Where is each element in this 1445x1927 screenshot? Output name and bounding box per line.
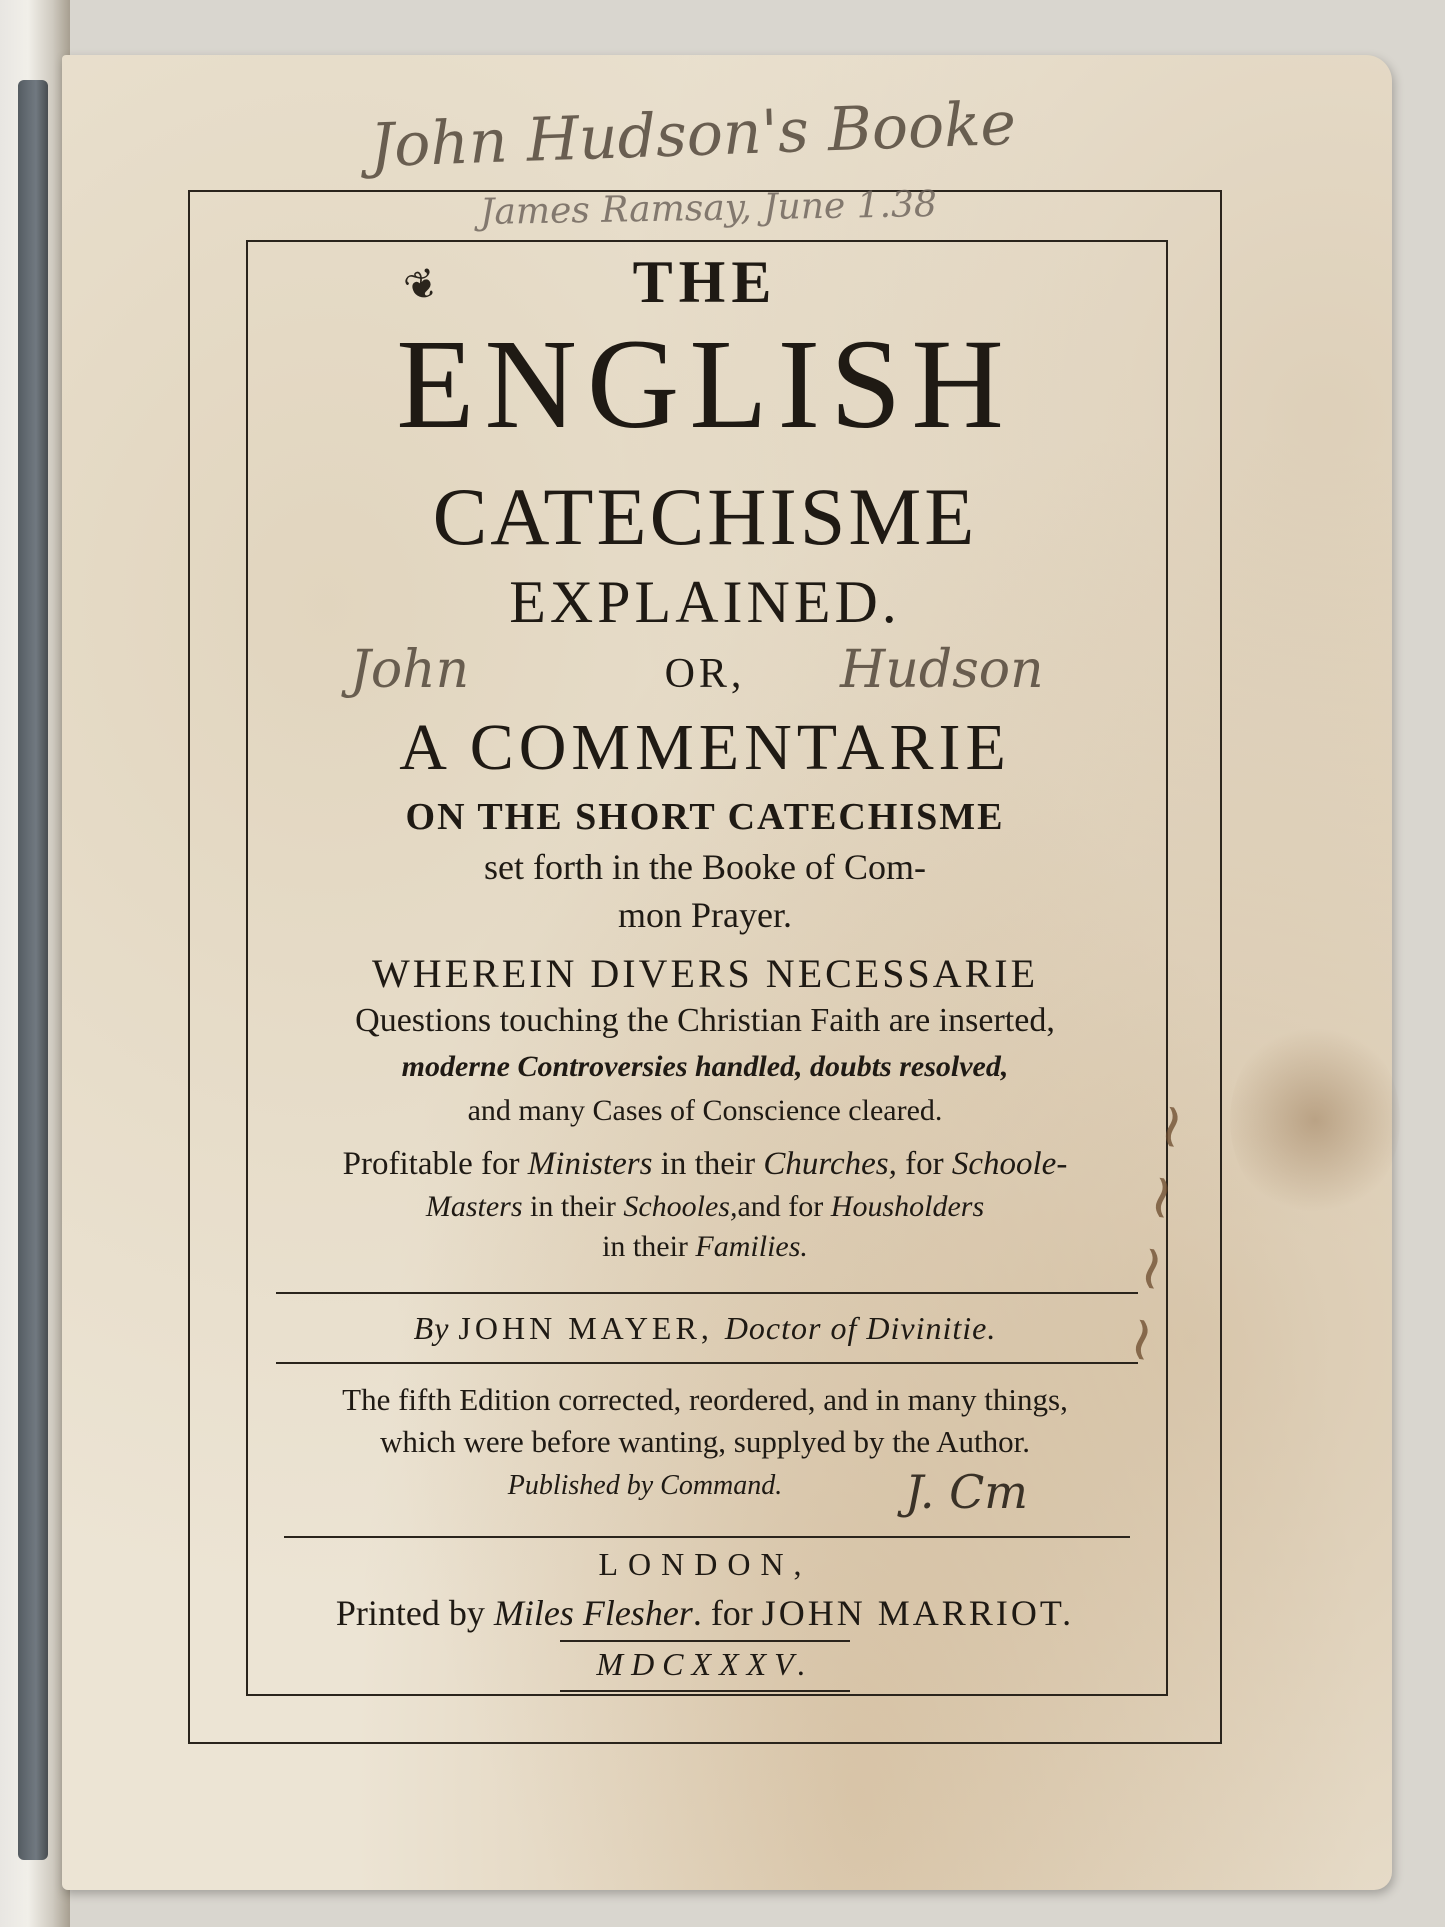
title-the: THE xyxy=(632,249,778,315)
title-catechisme: CATECHISME xyxy=(432,471,978,562)
rule-below-year xyxy=(560,1690,850,1692)
rule-above-imprint xyxy=(284,1536,1130,1538)
edition-line-2: which were before wanting, supplyed by the Author. xyxy=(380,1424,1030,1459)
author-line: By JOHN MAYER, Doctor of Divinitie. xyxy=(413,1310,997,1346)
title-set-forth: set forth in the Booke of Com- xyxy=(484,847,926,887)
paper-stain xyxy=(1230,1020,1400,1220)
imprint-city: LONDON, xyxy=(598,1546,812,1582)
title-moderne: moderne Controversies handled, doubts resolved, xyxy=(401,1050,1009,1083)
binding-cloth xyxy=(18,80,48,1860)
rule-above-year xyxy=(560,1640,850,1642)
imprint-year: MDCXXXV. xyxy=(596,1646,814,1682)
handwritten-owner-inscription: John Hudson's Booke xyxy=(368,88,1018,182)
handwritten-john: John xyxy=(350,640,470,700)
title-or: OR, xyxy=(664,651,746,697)
profitable-line-2: Masters in their Schooles,and for Housholders xyxy=(425,1190,985,1223)
imprint-printer: Printed by Miles Flesher. for JOHN MARRIOT. xyxy=(335,1593,1075,1633)
rule-below-author xyxy=(276,1362,1138,1364)
title-commentarie: A COMMENTARIE xyxy=(399,711,1011,784)
edition-line-1: The fifth Edition corrected, reordered, and in many things, xyxy=(342,1382,1068,1417)
title-questions: Questions touching the Christian Faith are inserted, xyxy=(355,1002,1055,1039)
title-explained: EXPLAINED. xyxy=(509,569,901,635)
title-english: ENGLISH xyxy=(396,313,1014,455)
title-short-catechisme: ON THE SHORT CATECHISME xyxy=(405,796,1005,838)
published-by-command: Published by Command. xyxy=(507,1470,783,1501)
profitable-line-1: Profitable for Ministers in their Churches, for Schoole- xyxy=(342,1146,1068,1182)
handwritten-second-inscription: James Ramsay, June 1.38 xyxy=(479,184,938,233)
handwritten-margin-signature: ~ ~ ~ ~ xyxy=(1100,1095,1210,1371)
title-wherein: WHEREIN DIVERS NECESSARIE xyxy=(371,951,1039,996)
profitable-line-3: in their Families. xyxy=(602,1230,808,1263)
title-common-prayer: mon Prayer. xyxy=(618,895,792,935)
title-cases: and many Cases of Conscience cleared. xyxy=(467,1094,943,1127)
handwritten-hudson: Hudson xyxy=(840,640,1044,700)
fleuron-ornament-icon: ❦ xyxy=(398,258,446,313)
title-block xyxy=(246,0,1164,1927)
rule-above-author xyxy=(276,1292,1138,1294)
handwritten-initials: J. Cm xyxy=(905,1465,1028,1519)
